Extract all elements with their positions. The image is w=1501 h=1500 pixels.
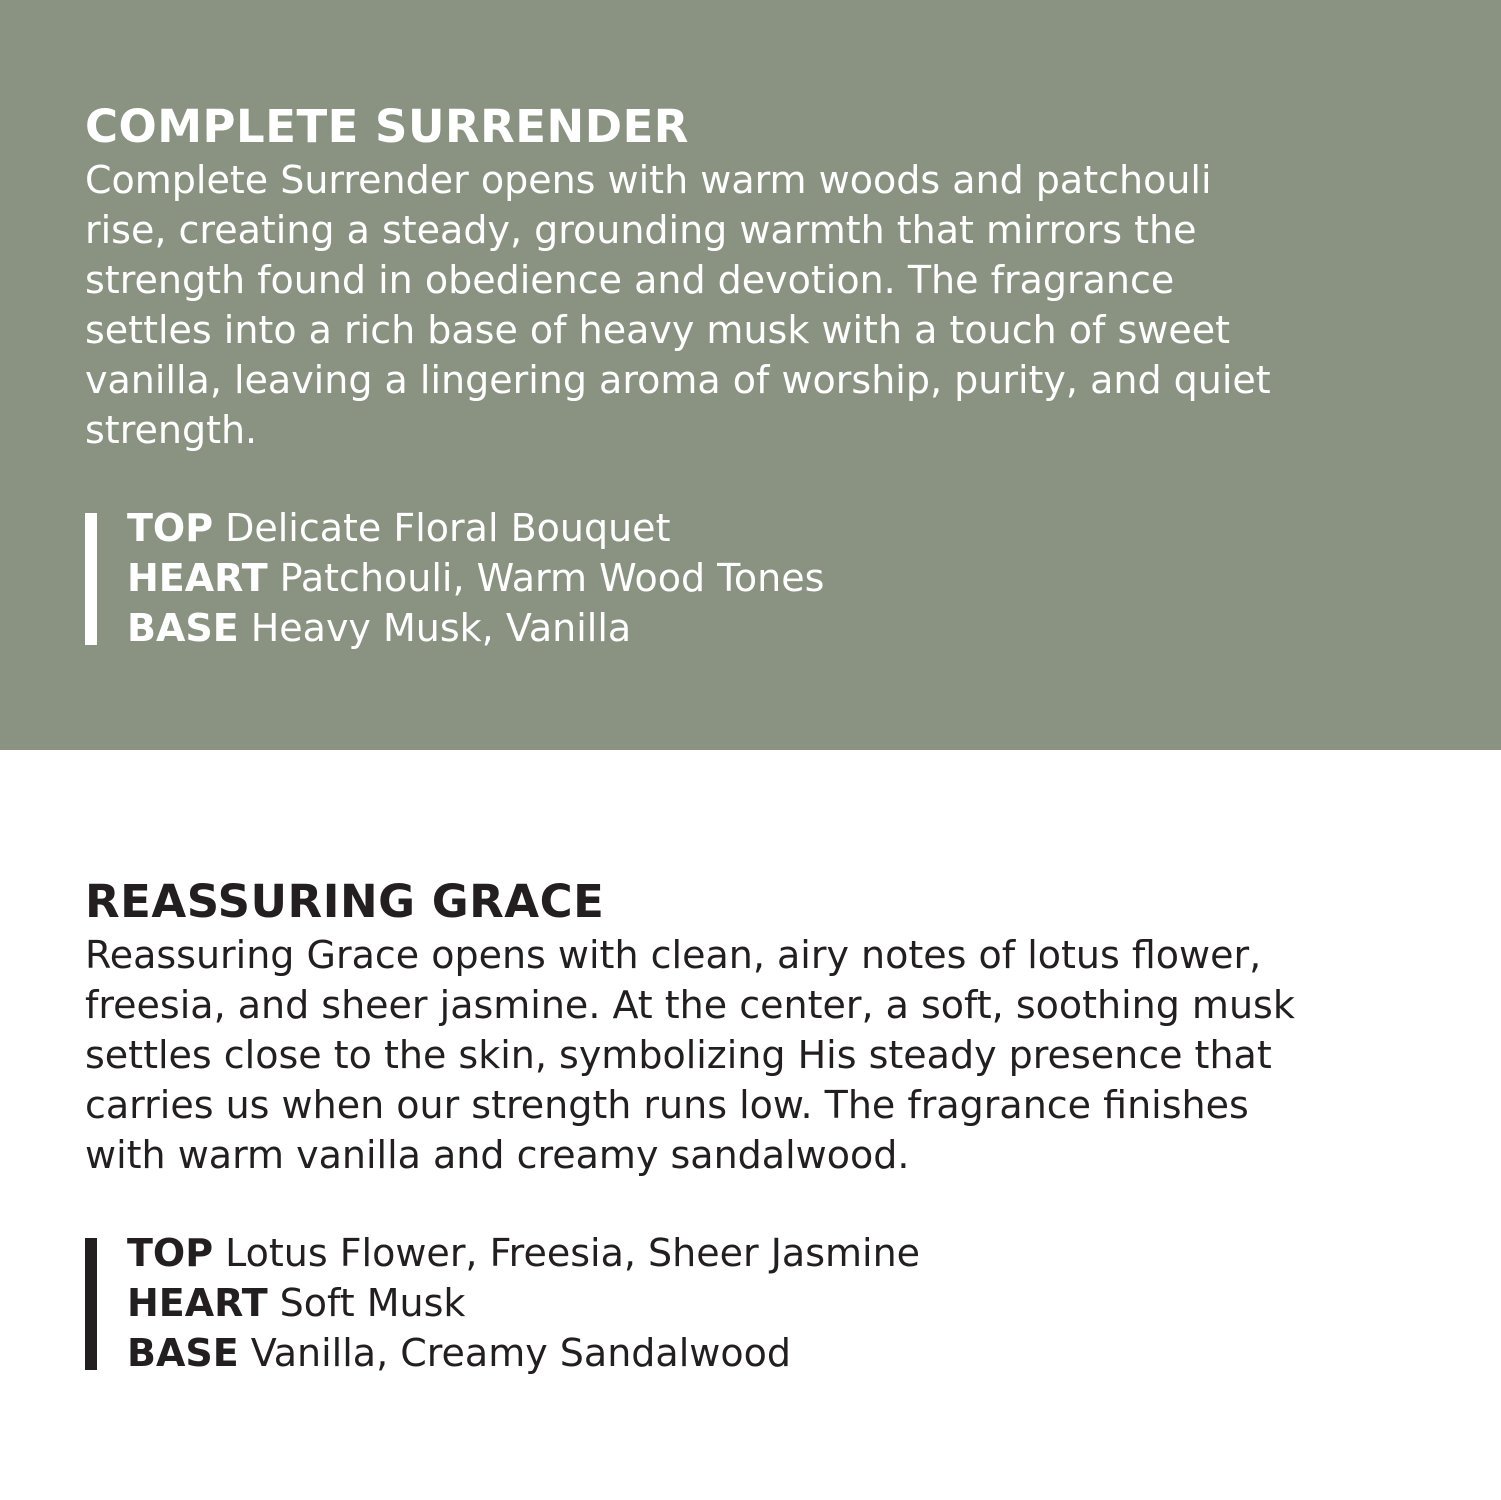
note-heart <box>127 1278 920 1328</box>
fragrance-description <box>85 930 1295 1180</box>
note-label: BASE <box>127 606 239 650</box>
description-line: freesia, and sheer jasmine. At the center, a soft, soothing musk <box>85 983 1295 1027</box>
note-value: Heavy Musk, Vanilla <box>250 606 632 650</box>
fragrance-description <box>85 155 1271 455</box>
note-value: Lotus Flower, Freesia, Sheer Jasmine <box>225 1231 921 1275</box>
note-base <box>127 1328 920 1378</box>
note-value: Soft Musk <box>279 1281 466 1325</box>
note-label: BASE <box>127 1331 239 1375</box>
notes-accent-bar <box>85 513 97 645</box>
note-base <box>127 603 824 653</box>
note-value: Delicate Floral Bouquet <box>225 506 671 550</box>
note-label: HEART <box>127 1281 268 1325</box>
note-label: TOP <box>127 506 214 550</box>
fragrance-notes-list <box>85 1228 920 1378</box>
description-line: with warm vanilla and creamy sandalwood. <box>85 1133 910 1177</box>
note-value: Patchouli, Warm Wood Tones <box>279 556 825 600</box>
description-line: settles into a rich base of heavy musk with a touch of sweet <box>85 308 1231 352</box>
note-heart <box>127 553 824 603</box>
fragrance-title: REASSURING GRACE <box>85 875 605 928</box>
note-top <box>127 1228 920 1278</box>
note-label: HEART <box>127 556 268 600</box>
note-label: TOP <box>127 1231 214 1275</box>
description-line: settles close to the skin, symbolizing His steady presence that <box>85 1033 1272 1077</box>
fragrance-notes-list <box>85 503 824 653</box>
note-top <box>127 503 824 553</box>
description-line: vanilla, leaving a lingering aroma of worship, purity, and quiet <box>85 358 1271 402</box>
description-line: Reassuring Grace opens with clean, airy notes of lotus flower, <box>85 933 1262 977</box>
fragrance-title: COMPLETE SURRENDER <box>85 100 689 153</box>
notes-accent-bar <box>85 1238 97 1370</box>
description-line: Complete Surrender opens with warm woods and patchouli <box>85 158 1212 202</box>
description-line: carries us when our strength runs low. The fragrance finishes <box>85 1083 1249 1127</box>
description-line: strength found in obedience and devotion. The fragrance <box>85 258 1175 302</box>
description-line: rise, creating a steady, grounding warmth that mirrors the <box>85 208 1197 252</box>
description-line: strength. <box>85 408 258 452</box>
note-value: Vanilla, Creamy Sandalwood <box>250 1331 791 1375</box>
fragrance-panel-reassuring-grace <box>0 750 1501 1500</box>
